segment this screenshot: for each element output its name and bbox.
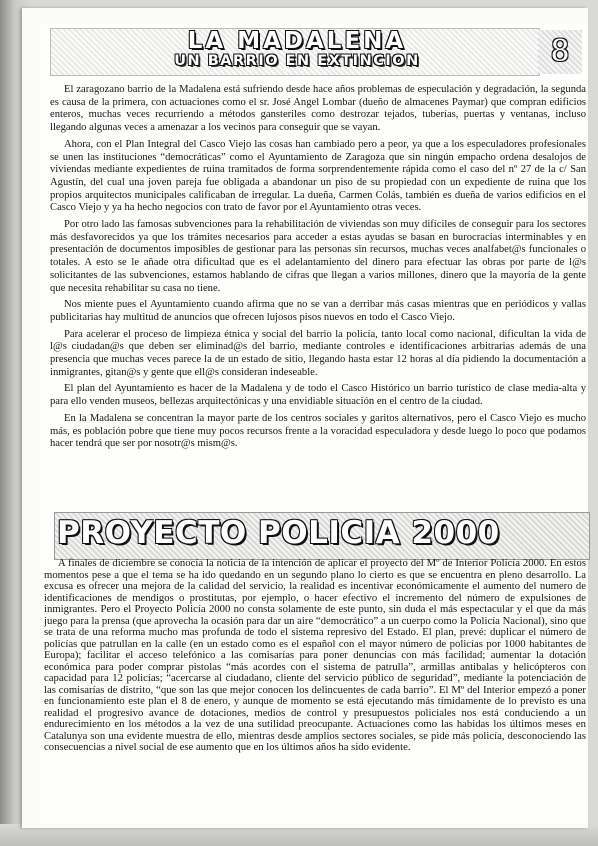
- section-banner-policia: [54, 512, 590, 560]
- article-paragraph: El plan del Ayuntamiento es hacer de la Madalena y de todo el Casco Histórico un barrio turístico de clase media-alta y para ello venden museos, bellezas arquitectónicas y una envidiable situación en el centro de la ciudad.: [50, 383, 586, 408]
- newspaper-page: [40, 24, 586, 824]
- article-madalena: [50, 84, 586, 455]
- article-policia: [44, 558, 586, 754]
- article-paragraph: Por otro lado las famosas subvenciones para la rehabilitación de viviendas son muy difíciles de conseguir para los sectores más desfavorecidos ya que los trámites necesarios para acceder a estas ayudas se basan en burocracias interminables y en presentación de documentos imposibles de gestionar para las personas sin recursos, muchas veces analfabet@s funcionales o totales. A esto se le añade otra dificultad que es el adelantamiento del dinero para efectuar las obras por parte de l@s solicitantes de las subvenciones, estamos hablando de cifras que llegan a varios millones, dinero que la mayoría de la gente que necesita rehabilitar su casa no tiene.: [50, 219, 586, 294]
- section-banner: [50, 28, 540, 76]
- page-number: 8: [538, 30, 582, 74]
- banner-title-policia: PROYECTO POLICIA 2000: [57, 515, 500, 551]
- banner-title: LA MADALENA: [187, 28, 407, 54]
- banner-subtitle: UN BARRIO EN EXTINCION: [174, 53, 420, 69]
- article-paragraph: Ahora, con el Plan Integral del Casco Viejo las cosas han cambiado pero a peor, ya que a los especuladores profesionales se unen las instituciones “democráticas” como el Ayuntamiento de Zaragoza que sin ningún empacho ordena desalojos de viviendas mediante expedientes de ruina tramitados de forma sorprendentemente rápida como el caso del nº 27 de la c/ San Agustín, del cual una joven pareja fue obligada a abandonar un piso de su propiedad con un expediente de ruina que los propios arquitectos municipales calificaban de irregular. La dueña, Carmen Colás, también es dueña de varios edificios en el Casco Viejo y ya ha hecho negocios con trato de favor por el Ayuntamiento otras veces.: [50, 138, 586, 214]
- article-paragraph: Para acelerar el proceso de limpieza étnica y social del barrio la policía, tanto local como nacional, dificultan la vida de l@s ciudadan@s que deben ser eliminad@s del barrio, mediante controles e identificaciones arbitrarias además de una presencia que muchas veces parece la de un estado de sitio, llegando hasta estar 12 horas al día pidiendo la documentación a inmigrantes, gitan@s y gente que ell@s consideran indeseable.: [50, 328, 586, 378]
- article-paragraph: El zaragozano barrio de la Madalena está sufriendo desde hace años problemas de especulación y degradación, la segunda es causa de la primera, con actuaciones como el sr. José Angel Lombar (dueño de almacenes Paymar) que compran edificios enteros, muchas veces recurriendo a métodos gansteriles como destrozar tejados, tuberías, puertas y ventanas, incluso llegando algunas veces a amenazar a los vecinos para conseguir que se vayan.: [50, 84, 586, 134]
- article-paragraph: En la Madalena se concentran la mayor parte de los centros sociales y garitos alternativos, pero el Casco Viejo es mucho más, es población pobre que tiene muy pocos recursos frente a la voracidad especuladora y desde luego lo poco que podamos hacer tendrá que ser por nosotr@s mism@s.: [50, 412, 586, 450]
- article-paragraph: A finales de diciembre se conocía la noticia de la intención de aplicar el proyecto del Mº de Interior Policía 2000. En estos momentos pese a que el tema se ha ido quedando en un segundo plano lo cierto es que se encuentra en pleno desarrollo. La excusa es ofrecer una mejora de la calidad del servicio, la realidad es incentivar económicamente el aumento del numero de identificaciones de mendigos o prostitutas, por ejemplo, o hacer efectivo el incremento del número de expulsiones de inmigrantes. Pero el Proyecto Policía 2000 no consta solamente de este punto, sin duda el más espectacular y el que da más juego para la prensa (que aprovecha la ocasión para dar un aire “democrático” a un cuerpo como la Policía Nacional), sino que se trata de una reforma mucho mas profunda de todo el sistema represivo del Estado. El plan, prevé: duplicar el número de policías que patrullan en la calle (en un estado como es el español con el mayor número de policías por 1000 habitantes de Europa); facilitar el acceso telefónico a las comisarías para poner denuncias con más facilidad; aumentar la dotación económica para poder comprar pistolas “más acordes con el sistema de patrulla”, armillas antibalas y helicópteros con capacidad para 12 policías; “acercarse al ciudadano, cliente del servicio público de seguridad”, mediante la potenciación de las comisarías de distrito, “que son las que mejor conocen los delincuentes de cada barrio”. El Mº del Interior empezó a poner en funcionamiento este plan el 8 de enero, y aunque de momento se está ejecutando más tímidamente de lo previsto es una realidad el progresivo avance de dotaciones, medios de control y presupuestos policiales nos está conduciendo a un endurecimiento en los métodos a la vez de una sutilidad preocupante. Actuaciones como las habidas los últimos meses en Catalunya son una evidente muestra de ello, mientras desde amplios sectores sociales, se pide más policía, desconociendo las consecuencias a nivel social de ese aumento que en los últimos años ha sido evidente.: [44, 557, 586, 753]
- article-paragraph: Nos miente pues el Ayuntamiento cuando afirma que no se van a derribar más casas mientras que en periódicos y vallas publicitarias hay multitud de anuncios que ofrecen lujosos pisos nuevos en todo el Casco Viejo.: [50, 299, 586, 323]
